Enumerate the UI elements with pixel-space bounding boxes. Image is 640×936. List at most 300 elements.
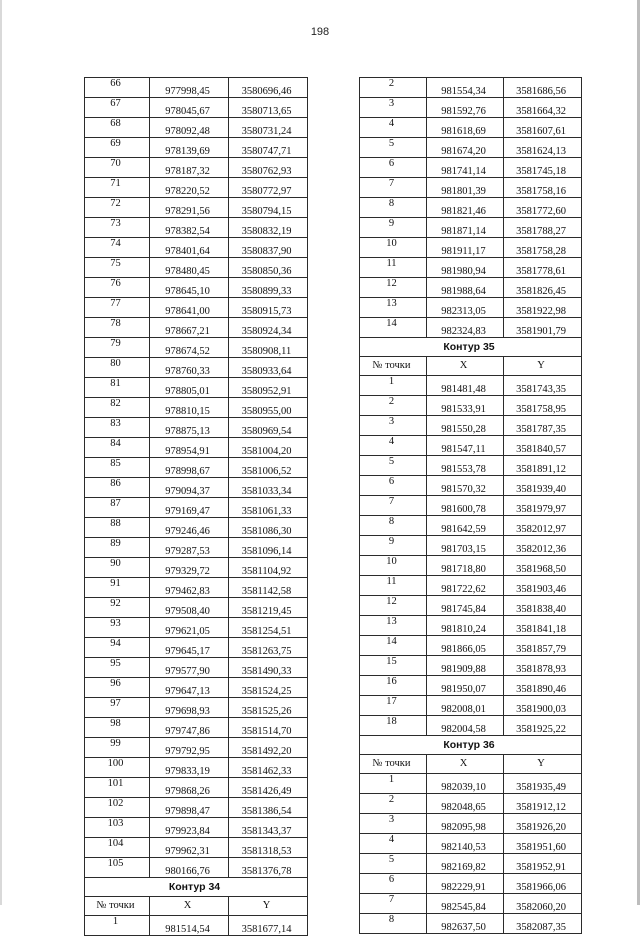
x-coordinate-cell: 981866,05 — [427, 636, 504, 656]
table-row — [85, 418, 308, 438]
y-coordinate-cell: 3581878,93 — [504, 656, 582, 676]
table-row — [85, 238, 308, 258]
point-number-cell: 89 — [85, 538, 150, 558]
point-number-cell: 86 — [85, 478, 150, 498]
y-coordinate-cell: 3581772,60 — [504, 198, 582, 218]
y-coordinate-cell: 3581903,46 — [504, 576, 582, 596]
x-coordinate-cell: 978674,52 — [150, 338, 229, 358]
y-coordinate-cell: 3581926,20 — [504, 814, 582, 834]
y-coordinate-cell: 3581664,32 — [504, 98, 582, 118]
x-coordinate-cell: 982048,65 — [427, 794, 504, 814]
point-number-cell: 69 — [85, 138, 150, 158]
table-row — [360, 894, 582, 914]
point-number-cell: 2 — [360, 78, 427, 98]
y-coordinate-cell: 3580696,46 — [229, 78, 308, 98]
x-coordinate-cell: 981550,28 — [427, 416, 504, 436]
y-coordinate-cell: 3581525,26 — [229, 698, 308, 718]
point-number-cell: 5 — [360, 456, 427, 476]
x-coordinate-cell: 979094,37 — [150, 478, 229, 498]
point-number-cell: 83 — [85, 418, 150, 438]
x-coordinate-cell: 979246,46 — [150, 518, 229, 538]
table-row — [85, 258, 308, 278]
x-coordinate-cell: 981481,48 — [427, 376, 504, 396]
x-coordinate-cell: 982008,01 — [427, 696, 504, 716]
contour-title-row — [360, 736, 582, 755]
point-number-cell: 90 — [85, 558, 150, 578]
y-coordinate-cell: 3581033,34 — [229, 478, 308, 498]
x-coordinate-cell: 981547,11 — [427, 436, 504, 456]
table-row — [360, 516, 582, 536]
y-coordinate-cell: 3581607,61 — [504, 118, 582, 138]
table-row — [85, 758, 308, 778]
point-number-cell: 7 — [360, 496, 427, 516]
point-number-cell: 68 — [85, 118, 150, 138]
x-coordinate-cell: 979508,40 — [150, 598, 229, 618]
point-number-cell: 14 — [360, 318, 427, 338]
table-row — [360, 556, 582, 576]
x-coordinate-cell: 979287,53 — [150, 538, 229, 558]
table-row — [360, 794, 582, 814]
y-coordinate-cell: 3581514,70 — [229, 718, 308, 738]
y-coordinate-cell: 3581966,06 — [504, 874, 582, 894]
point-number-cell: 8 — [360, 914, 427, 934]
x-coordinate-cell: 979868,26 — [150, 778, 229, 798]
y-coordinate-cell: 3581787,35 — [504, 416, 582, 436]
table-row — [360, 774, 582, 794]
y-coordinate-cell: 3581758,95 — [504, 396, 582, 416]
x-coordinate-cell: 979577,90 — [150, 658, 229, 678]
y-coordinate-cell: 3581743,35 — [504, 376, 582, 396]
point-number-cell: 10 — [360, 238, 427, 258]
point-number-cell: 14 — [360, 636, 427, 656]
point-number-cell: 105 — [85, 858, 150, 878]
y-coordinate-cell: 3580731,24 — [229, 118, 308, 138]
y-coordinate-cell: 3582012,97 — [504, 516, 582, 536]
point-number-cell: 18 — [360, 716, 427, 736]
y-coordinate-cell: 3581758,16 — [504, 178, 582, 198]
y-coordinate-cell: 3581826,45 — [504, 278, 582, 298]
table-row — [85, 818, 308, 838]
table-row — [85, 278, 308, 298]
y-coordinate-cell: 3581841,18 — [504, 616, 582, 636]
x-coordinate-cell: 981592,76 — [427, 98, 504, 118]
x-coordinate-cell: 981871,14 — [427, 218, 504, 238]
point-number-cell: 87 — [85, 498, 150, 518]
table-row — [360, 914, 582, 934]
table-row — [360, 436, 582, 456]
x-coordinate-cell: 982229,91 — [427, 874, 504, 894]
point-number-cell: 3 — [360, 98, 427, 118]
y-coordinate-cell: 3580850,36 — [229, 258, 308, 278]
table-row — [85, 598, 308, 618]
point-number-cell: 91 — [85, 578, 150, 598]
point-number-cell: 2 — [360, 396, 427, 416]
y-coordinate-cell: 3581968,50 — [504, 556, 582, 576]
x-coordinate-cell: 978760,33 — [150, 358, 229, 378]
table-row — [85, 498, 308, 518]
table-row — [360, 298, 582, 318]
table-row — [360, 78, 582, 98]
table-row — [85, 478, 308, 498]
table-row — [85, 538, 308, 558]
point-number-cell: 12 — [360, 596, 427, 616]
y-coordinate-cell: 3581840,57 — [504, 436, 582, 456]
table-row — [360, 178, 582, 198]
x-coordinate-cell: 978810,15 — [150, 398, 229, 418]
y-coordinate-cell: 3581492,20 — [229, 738, 308, 758]
point-number-cell: 73 — [85, 218, 150, 238]
x-coordinate-cell: 978667,21 — [150, 318, 229, 338]
y-coordinate-cell: 3580713,65 — [229, 98, 308, 118]
table-row — [360, 676, 582, 696]
point-number-cell: 78 — [85, 318, 150, 338]
point-number-cell: 95 — [85, 658, 150, 678]
x-coordinate-cell: 981741,14 — [427, 158, 504, 178]
table-row — [360, 854, 582, 874]
y-coordinate-cell: 3581838,40 — [504, 596, 582, 616]
x-coordinate-cell: 981909,88 — [427, 656, 504, 676]
point-number-cell: 103 — [85, 818, 150, 838]
table-row — [360, 596, 582, 616]
point-number-cell: 66 — [85, 78, 150, 98]
point-number-cell: 82 — [85, 398, 150, 418]
table-row — [85, 778, 308, 798]
point-number-cell: 102 — [85, 798, 150, 818]
table-row — [360, 258, 582, 278]
point-number-cell: 94 — [85, 638, 150, 658]
point-number-cell: 4 — [360, 118, 427, 138]
point-number-cell: 81 — [85, 378, 150, 398]
point-number-cell: 79 — [85, 338, 150, 358]
table-row — [360, 138, 582, 158]
header-y: Y — [504, 755, 582, 774]
point-number-cell: 1 — [360, 376, 427, 396]
point-number-cell: 5 — [360, 854, 427, 874]
y-coordinate-cell: 3581891,12 — [504, 456, 582, 476]
y-coordinate-cell: 3581386,54 — [229, 798, 308, 818]
x-coordinate-cell: 979169,47 — [150, 498, 229, 518]
contour-title: Контур 35 — [360, 338, 582, 357]
point-number-cell: 11 — [360, 258, 427, 278]
y-coordinate-cell: 3580837,90 — [229, 238, 308, 258]
point-number-cell: 3 — [360, 416, 427, 436]
table-row — [360, 456, 582, 476]
y-coordinate-cell: 3581788,27 — [504, 218, 582, 238]
y-coordinate-cell: 3581925,22 — [504, 716, 582, 736]
y-coordinate-cell: 3581912,12 — [504, 794, 582, 814]
y-coordinate-cell: 3580832,19 — [229, 218, 308, 238]
y-coordinate-cell: 3581624,13 — [504, 138, 582, 158]
table-row — [360, 376, 582, 396]
y-coordinate-cell: 3580933,64 — [229, 358, 308, 378]
table-row — [85, 118, 308, 138]
scan-edge-left — [0, 0, 2, 905]
y-coordinate-cell: 3581318,53 — [229, 838, 308, 858]
y-coordinate-cell: 3581343,37 — [229, 818, 308, 838]
x-coordinate-cell: 981911,17 — [427, 238, 504, 258]
x-coordinate-cell: 982637,50 — [427, 914, 504, 934]
x-coordinate-cell: 981618,69 — [427, 118, 504, 138]
y-coordinate-cell: 3581006,52 — [229, 458, 308, 478]
y-coordinate-cell: 3580794,15 — [229, 198, 308, 218]
point-number-cell: 67 — [85, 98, 150, 118]
y-coordinate-cell: 3581922,98 — [504, 298, 582, 318]
point-number-cell: 85 — [85, 458, 150, 478]
table-row — [85, 438, 308, 458]
y-coordinate-cell: 3580924,34 — [229, 318, 308, 338]
table-row — [85, 98, 308, 118]
table-row — [360, 218, 582, 238]
x-coordinate-cell: 981553,78 — [427, 456, 504, 476]
x-coordinate-cell: 979647,13 — [150, 678, 229, 698]
table-row — [360, 814, 582, 834]
point-number-cell: 77 — [85, 298, 150, 318]
point-number-cell: 8 — [360, 516, 427, 536]
y-coordinate-cell: 3581426,49 — [229, 778, 308, 798]
x-coordinate-cell: 981703,15 — [427, 536, 504, 556]
x-coordinate-cell: 981980,94 — [427, 258, 504, 278]
y-coordinate-cell: 3580969,54 — [229, 418, 308, 438]
y-coordinate-cell: 3581263,75 — [229, 638, 308, 658]
table-row — [360, 238, 582, 258]
y-coordinate-cell: 3580762,93 — [229, 158, 308, 178]
table-row — [85, 658, 308, 678]
x-coordinate-cell: 982004,58 — [427, 716, 504, 736]
point-number-cell: 84 — [85, 438, 150, 458]
table-row — [360, 278, 582, 298]
point-number-cell: 9 — [360, 536, 427, 556]
table-row — [85, 318, 308, 338]
y-coordinate-cell: 3581524,25 — [229, 678, 308, 698]
point-number-cell: 15 — [360, 656, 427, 676]
table-row — [85, 578, 308, 598]
table-header-row — [360, 357, 582, 376]
x-coordinate-cell: 982095,98 — [427, 814, 504, 834]
x-coordinate-cell: 978875,13 — [150, 418, 229, 438]
table-row — [85, 158, 308, 178]
point-number-cell: 5 — [360, 138, 427, 158]
table-row — [85, 518, 308, 538]
y-coordinate-cell: 3581952,91 — [504, 854, 582, 874]
x-coordinate-cell: 981988,64 — [427, 278, 504, 298]
table-row — [85, 858, 308, 878]
point-number-cell: 7 — [360, 894, 427, 914]
point-number-cell: 70 — [85, 158, 150, 178]
table-row — [85, 198, 308, 218]
y-coordinate-cell: 3581890,46 — [504, 676, 582, 696]
y-coordinate-cell: 3581086,30 — [229, 518, 308, 538]
table-row — [85, 838, 308, 858]
table-row — [85, 218, 308, 238]
point-number-cell: 13 — [360, 616, 427, 636]
y-coordinate-cell: 3581935,49 — [504, 774, 582, 794]
y-coordinate-cell: 3581857,79 — [504, 636, 582, 656]
contour-title-row — [85, 878, 308, 897]
y-coordinate-cell: 3582087,35 — [504, 914, 582, 934]
table-row — [85, 178, 308, 198]
y-coordinate-cell: 3581104,92 — [229, 558, 308, 578]
table-row — [360, 198, 582, 218]
x-coordinate-cell: 978045,67 — [150, 98, 229, 118]
point-number-cell: 100 — [85, 758, 150, 778]
table-row — [360, 834, 582, 854]
header-x: X — [427, 755, 504, 774]
y-coordinate-cell: 3581462,33 — [229, 758, 308, 778]
y-coordinate-cell: 3581219,45 — [229, 598, 308, 618]
point-number-cell: 97 — [85, 698, 150, 718]
contour-title: Контур 34 — [85, 878, 308, 897]
y-coordinate-cell: 3582060,20 — [504, 894, 582, 914]
table-row — [360, 476, 582, 496]
x-coordinate-cell: 981801,39 — [427, 178, 504, 198]
table-row — [85, 718, 308, 738]
header-point-number: № точки — [85, 897, 150, 916]
header-x: X — [150, 897, 229, 916]
x-coordinate-cell: 978480,45 — [150, 258, 229, 278]
x-coordinate-cell: 978139,69 — [150, 138, 229, 158]
point-number-cell: 1 — [360, 774, 427, 794]
table-row — [85, 638, 308, 658]
point-number-cell: 80 — [85, 358, 150, 378]
y-coordinate-cell: 3581686,56 — [504, 78, 582, 98]
table-header-row — [85, 897, 308, 916]
x-coordinate-cell: 978805,01 — [150, 378, 229, 398]
contour-title-row — [360, 338, 582, 357]
y-coordinate-cell: 3581900,03 — [504, 696, 582, 716]
table-row — [85, 798, 308, 818]
point-number-cell: 6 — [360, 874, 427, 894]
x-coordinate-cell: 978092,48 — [150, 118, 229, 138]
x-coordinate-cell: 980166,76 — [150, 858, 229, 878]
x-coordinate-cell: 977998,45 — [150, 78, 229, 98]
y-coordinate-cell: 3581939,40 — [504, 476, 582, 496]
header-point-number: № точки — [360, 755, 427, 774]
table-row — [85, 338, 308, 358]
table-row — [85, 698, 308, 718]
point-number-cell: 6 — [360, 158, 427, 178]
point-number-cell: 4 — [360, 436, 427, 456]
table-row — [360, 656, 582, 676]
header-y: Y — [504, 357, 582, 376]
point-number-cell: 16 — [360, 676, 427, 696]
table-row — [360, 396, 582, 416]
coordinates-table-left — [84, 77, 308, 936]
table-row — [85, 378, 308, 398]
x-coordinate-cell: 981674,20 — [427, 138, 504, 158]
point-number-cell: 12 — [360, 278, 427, 298]
y-coordinate-cell: 3581979,97 — [504, 496, 582, 516]
x-coordinate-cell: 979747,86 — [150, 718, 229, 738]
point-number-cell: 8 — [360, 198, 427, 218]
point-number-cell: 9 — [360, 218, 427, 238]
point-number-cell: 93 — [85, 618, 150, 638]
x-coordinate-cell: 978187,32 — [150, 158, 229, 178]
y-coordinate-cell: 3581677,14 — [229, 916, 308, 936]
x-coordinate-cell: 979898,47 — [150, 798, 229, 818]
x-coordinate-cell: 978382,54 — [150, 218, 229, 238]
x-coordinate-cell: 981533,91 — [427, 396, 504, 416]
point-number-cell: 13 — [360, 298, 427, 318]
table-row — [360, 576, 582, 596]
x-coordinate-cell: 982169,82 — [427, 854, 504, 874]
point-number-cell: 2 — [360, 794, 427, 814]
x-coordinate-cell: 979792,95 — [150, 738, 229, 758]
y-coordinate-cell: 3581142,58 — [229, 578, 308, 598]
x-coordinate-cell: 982039,10 — [427, 774, 504, 794]
x-coordinate-cell: 978291,56 — [150, 198, 229, 218]
point-number-cell: 3 — [360, 814, 427, 834]
point-number-cell: 10 — [360, 556, 427, 576]
y-coordinate-cell: 3581254,51 — [229, 618, 308, 638]
table-row — [360, 696, 582, 716]
x-coordinate-cell: 982140,53 — [427, 834, 504, 854]
x-coordinate-cell: 981810,24 — [427, 616, 504, 636]
x-coordinate-cell: 979698,93 — [150, 698, 229, 718]
x-coordinate-cell: 978645,10 — [150, 278, 229, 298]
point-number-cell: 17 — [360, 696, 427, 716]
table-row — [360, 536, 582, 556]
y-coordinate-cell: 3580899,33 — [229, 278, 308, 298]
header-x: X — [427, 357, 504, 376]
x-coordinate-cell: 978641,00 — [150, 298, 229, 318]
table-row — [85, 78, 308, 98]
x-coordinate-cell: 979621,05 — [150, 618, 229, 638]
point-number-cell: 96 — [85, 678, 150, 698]
point-number-cell: 11 — [360, 576, 427, 596]
y-coordinate-cell: 3580952,91 — [229, 378, 308, 398]
table-row — [85, 618, 308, 638]
table-row — [85, 558, 308, 578]
table-row — [360, 416, 582, 436]
table-row — [85, 298, 308, 318]
point-number-cell: 76 — [85, 278, 150, 298]
x-coordinate-cell: 978220,52 — [150, 178, 229, 198]
y-coordinate-cell: 3581901,79 — [504, 318, 582, 338]
table-row — [85, 738, 308, 758]
x-coordinate-cell: 981950,07 — [427, 676, 504, 696]
table-row — [360, 716, 582, 736]
contour-title: Контур 36 — [360, 736, 582, 755]
y-coordinate-cell: 3581061,33 — [229, 498, 308, 518]
y-coordinate-cell: 3581758,28 — [504, 238, 582, 258]
x-coordinate-cell: 979462,83 — [150, 578, 229, 598]
y-coordinate-cell: 3580747,71 — [229, 138, 308, 158]
table-row — [360, 98, 582, 118]
point-number-cell: 4 — [360, 834, 427, 854]
y-coordinate-cell: 3581745,18 — [504, 158, 582, 178]
x-coordinate-cell: 979645,17 — [150, 638, 229, 658]
table-row — [85, 138, 308, 158]
coordinates-table-right — [359, 77, 582, 934]
point-number-cell: 1 — [85, 916, 150, 936]
x-coordinate-cell: 981722,62 — [427, 576, 504, 596]
y-coordinate-cell: 3581951,60 — [504, 834, 582, 854]
x-coordinate-cell: 979833,19 — [150, 758, 229, 778]
x-coordinate-cell: 981821,46 — [427, 198, 504, 218]
table-header-row — [360, 755, 582, 774]
x-coordinate-cell: 978954,91 — [150, 438, 229, 458]
x-coordinate-cell: 981570,32 — [427, 476, 504, 496]
y-coordinate-cell: 3581778,61 — [504, 258, 582, 278]
x-coordinate-cell: 982545,84 — [427, 894, 504, 914]
x-coordinate-cell: 979962,31 — [150, 838, 229, 858]
table-row — [360, 496, 582, 516]
x-coordinate-cell: 982313,05 — [427, 298, 504, 318]
table-row — [85, 398, 308, 418]
y-coordinate-cell: 3581376,78 — [229, 858, 308, 878]
y-coordinate-cell: 3581490,33 — [229, 658, 308, 678]
table-row — [360, 318, 582, 338]
